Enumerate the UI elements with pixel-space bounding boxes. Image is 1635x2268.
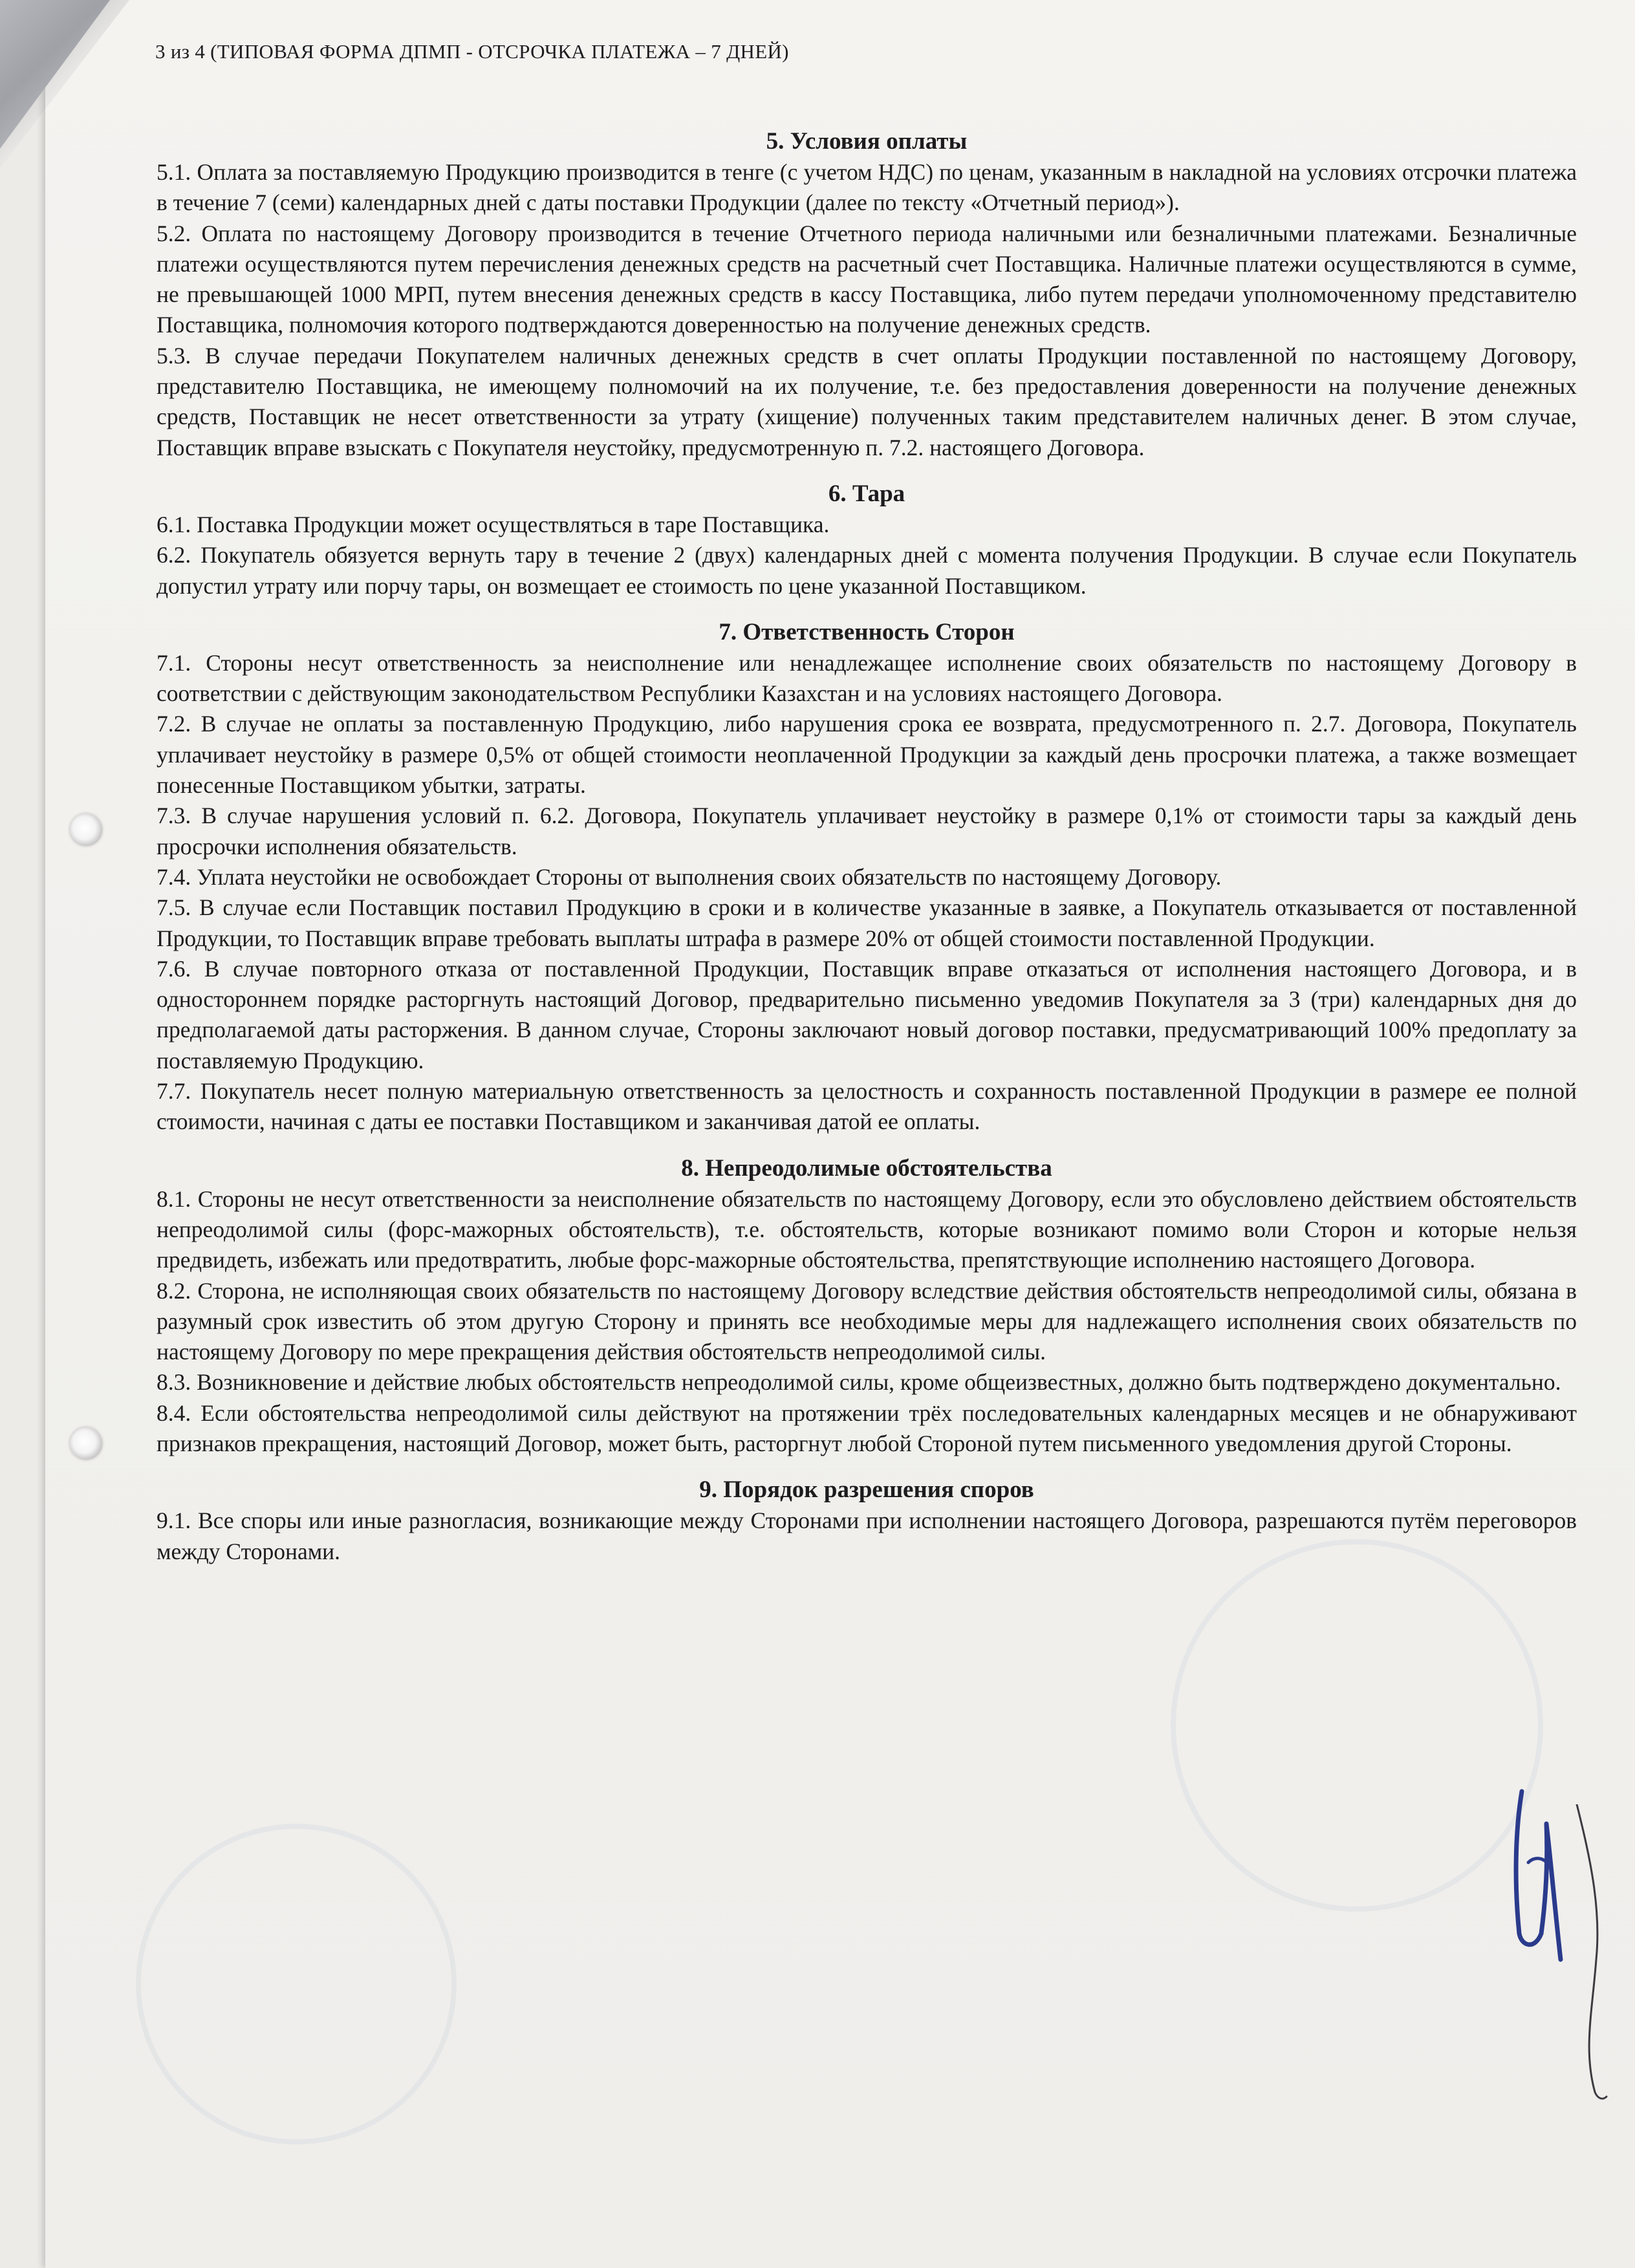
punch-hole-icon <box>70 1427 102 1460</box>
bleed-through-stamp-small <box>136 1824 457 2144</box>
clause-7-2: 7.2. В случае не оплаты за поставленную Продукцию, либо нарушения срока ее возврата, предусмотренного п. 2.7. Договора, Покупатель уплачивает неустойку в размере 0,5% от общей стоимости неоплаченной Продукции за каждый день просрочки платежа, а также возмещает понесенные Поставщиком убытки, затраты. <box>157 711 1577 799</box>
section-title: 5. Условия оплаты <box>766 128 968 155</box>
clause-8-4: 8.4. Если обстоятельства непреодолимой силы действуют на протяжении трёх последовательных календарных месяцев и не обнаруживают признаков прекращения, настоящий Договор, может быть, расторгнут любой Стороной путем письменного уведомления другой Стороны. <box>157 1399 1577 1456</box>
section-gap <box>157 601 1577 617</box>
clause-6-2: 6.2. Покупатель обязуется вернуть тару в течение 2 (двух) календарных дней с момента получения Продукции. В случае если Покупатель допустил утрату или порчу тары, он возмещает ее стоимость по цене указанной Поставщиком. <box>157 542 1577 599</box>
section-gap <box>157 1459 1577 1474</box>
clause-7-6: 7.6. В случае повторного отказа от поставленной Продукции, Поставщик вправе отказаться от исполнения настоящего Договора, и в одностороннем порядке расторгнуть настоящий Договор, предварительно письменно уведомив Покупателя за 3 (три) календарных дня до предполагаемой даты расторжения. В данном случае, Стороны заключают новый договор поставки, предусматривающий 100% предоплату за поставляемую Продукцию. <box>157 955 1577 1074</box>
bleed-through-text <box>123 103 128 131</box>
clause-9-1: 9.1. Все споры или иные разногласия, возникающие между Сторонами при исполнении настоящего Договора, разрешаются путём переговоров между Сторонами. <box>157 1507 1577 1564</box>
section-title: 6. Тара <box>828 480 905 507</box>
section-container <box>157 479 1577 601</box>
clause-7-1: 7.1. Стороны несут ответственность за неисполнение или ненадлежащее исполнение своих обязательств по настоящему Договору в соответствии с действующим законодательством Республики Казахстан и на условиях настоящего Договора. <box>157 649 1577 707</box>
clause-8-1: 8.1. Стороны не несут ответственности за неисполнение обязательств по настоящему Договору, если это обусловлено действием обстоятельств непреодолимой силы (форс-мажорных обстоятельств), т.е. обстоятельств, которые возникают помимо воли Сторон и которые нельзя предвидеть, избежать или предотвратить, любые форс-мажорные обстоятельства, препятствующие исполнению настоящего Договора. <box>157 1185 1577 1273</box>
section-gap <box>157 1138 1577 1153</box>
page-header: 3 из 4 (ТИПОВАЯ ФОРМА ДПМП - ОТСРОЧКА ПЛАТЕЖА – 7 ДНЕЙ) <box>155 40 789 63</box>
handwritten-initials <box>1496 1785 1574 1972</box>
section-title: 8. Непреодолимые обстоятельства <box>681 1154 1052 1182</box>
section-liability <box>157 617 1577 1138</box>
clause-7-3: 7.3. В случае нарушения условий п. 6.2. Договора, Покупатель уплачивает неустойку в размере 0,1% от стоимости тары за каждый день просрочки исполнения обязательств. <box>157 803 1577 859</box>
clause-7-7: 7.7. Покупатель несет полную материальную ответственность за целостность и сохранность поставленной Продукции в размере ее полной стоимости, начиная с даты ее поставки Поставщиком и заканчивая датой ее оплаты. <box>157 1078 1577 1135</box>
clause-6-1: 6.1. Поставка Продукции может осуществляться в таре Поставщика. <box>157 511 830 537</box>
clause-8-2: 8.2. Сторона, не исполняющая своих обязательств по настоящему Договору вследствие действия обстоятельств непреодолимой силы, обязана в разумный срок известить об этом другую Сторону и принять все необходимые меры для надлежащего исполнения своих обязательств по настоящему Договору по мере прекращения действия обстоятельств непреодолимой силы. <box>157 1277 1577 1365</box>
clause-7-5: 7.5. В случае если Поставщик поставил Продукцию в сроки и в количестве указанные в заявке, а Покупатель отказывается от поставленной Продукции, то Поставщик вправе требовать выплаты штрафа в размере 20% от общей стоимости поставленной Продукции. <box>157 894 1577 951</box>
document-page <box>45 0 1635 2268</box>
section-title: 7. Ответственность Сторон <box>719 618 1015 645</box>
clause-8-3: 8.3. Возникновение и действие любых обстоятельств непреодолимой силы, кроме общеизвестных, должно быть подтверждено документально. <box>157 1369 1561 1396</box>
section-title: 9. Порядок разрешения споров <box>699 1476 1034 1504</box>
clause-7-4: 7.4. Уплата неустойки не освобождает Стороны от выполнения своих обязательств по настоящему Договору. <box>157 863 1222 890</box>
clause-5-2: 5.2. Оплата по настоящему Договору производится в течение Отчетного периода наличными или безналичными платежами. Безналичные платежи осуществляются путем перечисления денежных средств на расчетный счет Поставщика. Наличные платежи осуществляются в сумме, не превышающей 1000 МРП, путем внесения денежных средств в кассу Поставщика, либо путем передачи уполномоченному представителю Поставщика, полномочия которого подтверждаются доверенностью на получение денежных средств. <box>157 220 1577 338</box>
section-gap <box>157 463 1577 479</box>
document-body <box>157 126 1577 1567</box>
section-force-majeure <box>157 1153 1577 1460</box>
section-payment-terms <box>157 126 1577 463</box>
section-dispute-resolution <box>157 1474 1577 1567</box>
clause-5-3: 5.3. В случае передачи Покупателем наличных денежных средств в счет оплаты Продукции поставленной по настоящему Договору, представителю Поставщика, не имеющему полномочий на их получение, т.е. без предоставления доверенности на получение денежных средств, Поставщик не несет ответственности за утрату (хищение) полученных таким представителем наличных денег. В этом случае, Поставщик вправе взыскать с Покупателя неустойку, предусмотренную п. 7.2. настоящего Договора. <box>157 342 1577 460</box>
clause-5-1: 5.1. Оплата за поставляемую Продукцию производится в тенге (с учетом НДС) по ценам, указанным в накладной на условиях отсрочки платежа в течение 7 (семи) календарных дней с даты поставки Продукции (далее по тексту «Отчетный период»). <box>157 159 1577 216</box>
punch-hole-icon <box>70 814 102 846</box>
margin-pencil-stroke <box>1564 1804 1609 2102</box>
bleed-through-stamp <box>1171 1539 1543 1912</box>
